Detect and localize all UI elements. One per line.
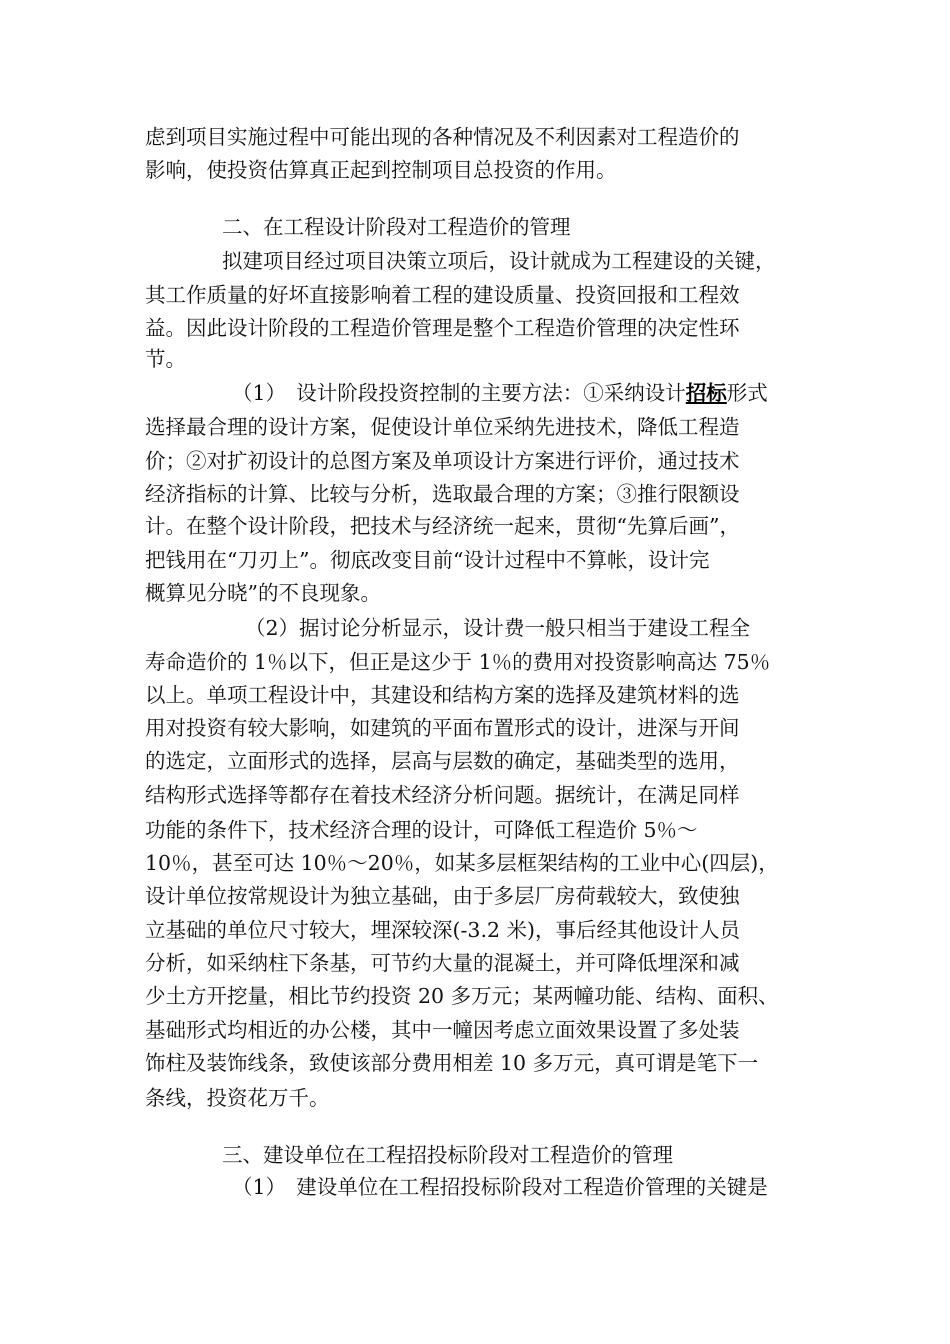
text-line: 其工作质量的好坏直接影响着工程的建设质量、投资回报和工程效 — [145, 283, 740, 307]
text-line: 价；②对扩初设计的总图方案及单项设计方案进行评价，通过技术 — [145, 449, 740, 473]
text-line: 条线，投资花万千。 — [145, 1086, 330, 1110]
text-line: 的选定，立面形式的选择，层高与层数的确定，基础类型的选用， — [145, 749, 740, 773]
text-line: 功能的条件下，技术经济合理的设计，可降低工程造价 5％～ — [145, 818, 698, 842]
text-line: 虑到项目实施过程中可能出现的各种情况及不利因素对工程造价的 — [145, 125, 740, 149]
text-line: 把钱用在“刀刃上”。彻底改变目前“设计过程中不算帐，设计完 — [145, 548, 710, 572]
section-heading: 三、建设单位在工程招投标阶段对工程造价的管理 — [222, 1143, 673, 1167]
text-line: 计。在整个设计阶段，把技术与经济统一起来，贯彻“先算后画”， — [145, 514, 740, 538]
text-line: 立基础的单位尺寸较大，埋深较深(-3.2 米)，事后经其他设计人员 — [145, 918, 741, 942]
text-line: 结构形式选择等都存在着技术经济分析问题。据统计，在满足同样 — [145, 783, 740, 807]
section-heading: 二、在工程设计阶段对工程造价的管理 — [222, 215, 571, 239]
text-line: 概算见分晓”的不良现象。 — [145, 581, 381, 605]
text-line: 少土方开挖量，相比节约投资 20 多万元；某两幢功能、结构、面积、 — [145, 984, 779, 1008]
text-line: 拟建项目经过项目决策立项后，设计就成为工程建设的关键， — [222, 249, 776, 273]
text-line: 饰柱及装饰线条，致使该部分费用相差 10 多万元，真可谓是笔下一 — [145, 1051, 759, 1075]
line-text: 形式 — [726, 381, 768, 405]
text-line: （1） 建设单位在工程招投标阶段对工程造价管理的关键是 — [232, 1175, 768, 1199]
text-line: 节。 — [145, 347, 186, 371]
text-line: 选择最合理的设计方案，促使设计单位采纳先进技术，降低工程造 — [145, 415, 740, 439]
text-line: 分析，如采纳柱下条基，可节约大量的混凝土，并可降低埋深和减 — [145, 951, 740, 975]
text-line: 以上。单项工程设计中，其建设和结构方案的选择及建筑材料的选 — [145, 683, 740, 707]
text-line: 用对投资有较大影响，如建筑的平面布置形式的设计，进深与开间 — [145, 716, 740, 740]
bidding-link[interactable]: 招标 — [685, 381, 727, 405]
text-line: 设计单位按常规设计为独立基础，由于多层厂房荷载较大，致使独 — [145, 884, 740, 908]
text-line: 经济指标的计算、比较与分析，选取最合理的方案；③推行限额设 — [145, 482, 740, 506]
text-line: 寿命造价的 1％以下，但正是这少于 1％的费用对投资影响高达 75％ — [145, 650, 771, 674]
text-line: 10％，甚至可达 10％～20％，如某多层框架结构的工业中心(四层)， — [145, 851, 779, 875]
text-line: 影响，使投资估算真正起到控制项目总投资的作用。 — [145, 158, 617, 182]
text-line: 益。因此设计阶段的工程造价管理是整个工程造价管理的决定性环 — [145, 316, 740, 340]
text-line: 基础形式均相近的办公楼，其中一幢因考虑立面效果设置了多处装 — [145, 1018, 740, 1042]
line-text: （1） 设计阶段投资控制的主要方法：①采纳设计 — [232, 381, 686, 405]
text-line: （2）据讨论分析显示，设计费一般只相当于建设工程全 — [245, 616, 751, 640]
text-line — [232, 381, 768, 405]
